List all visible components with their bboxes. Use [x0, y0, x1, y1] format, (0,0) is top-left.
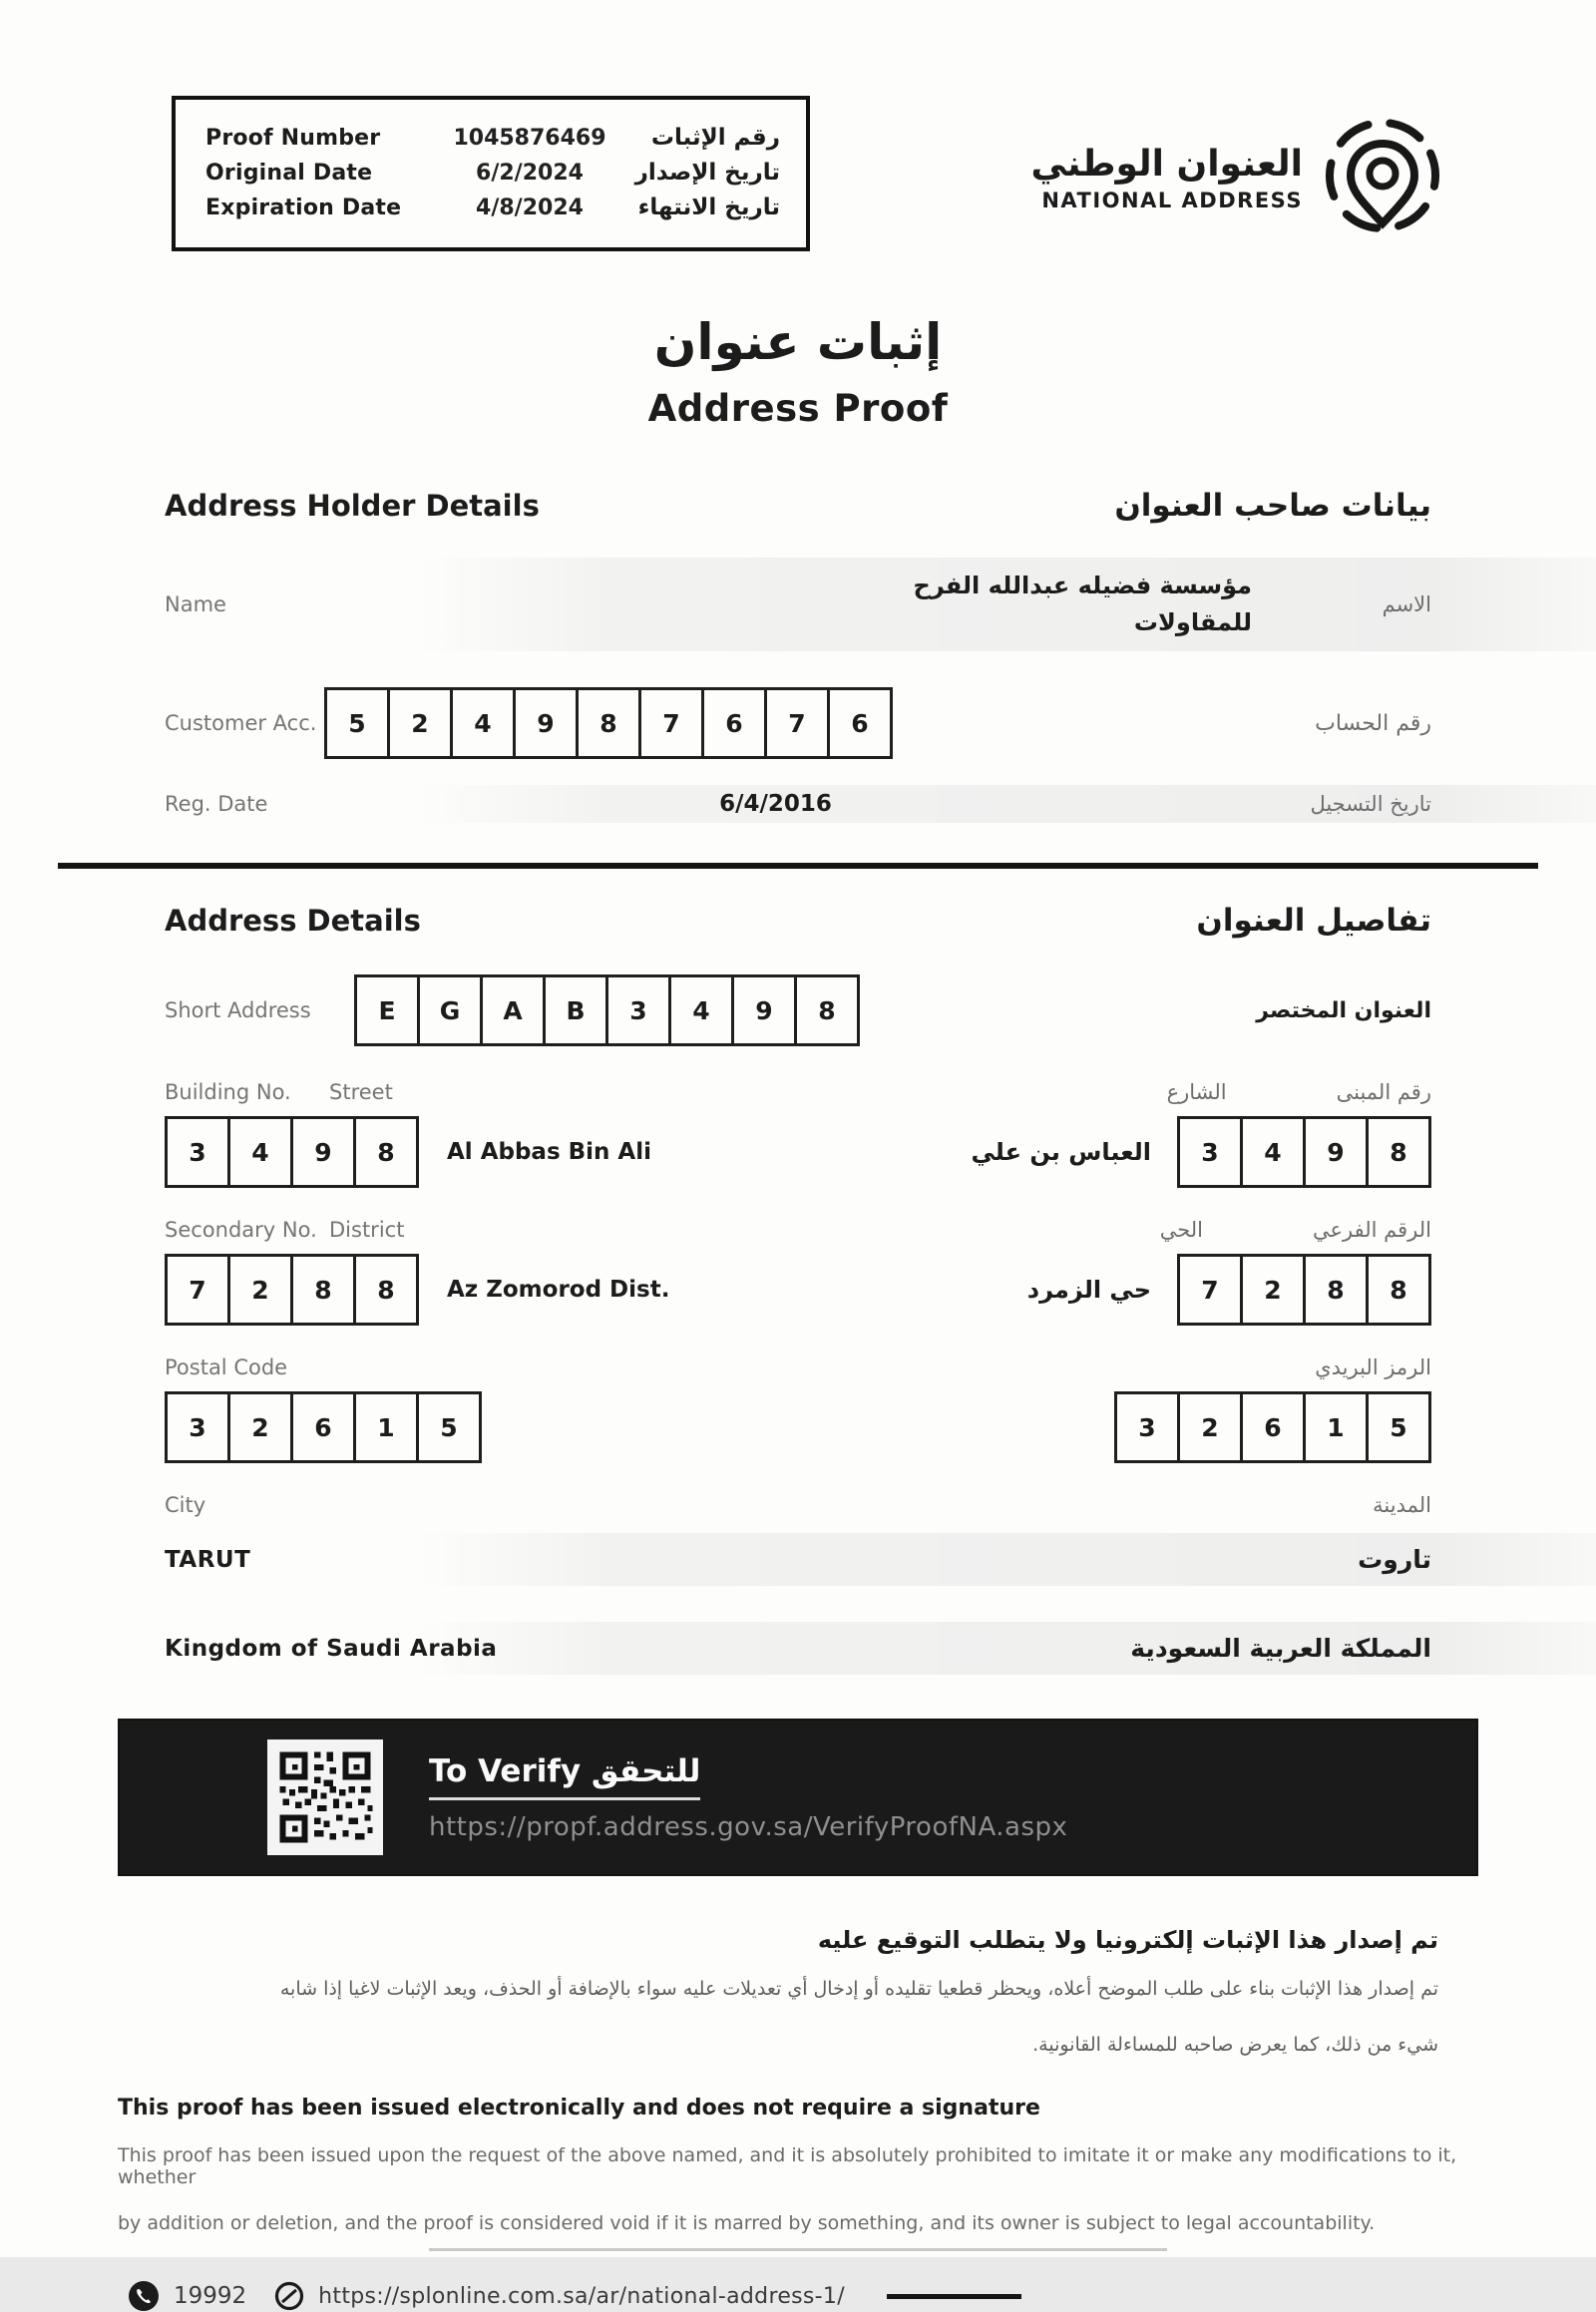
- district-label-ar: الحي: [1159, 1218, 1203, 1243]
- city-label-en: City: [165, 1493, 206, 1518]
- customer-acc-label-en: Customer Acc.: [165, 711, 317, 736]
- digit-box: 8: [353, 1254, 419, 1326]
- verify-text-block: [429, 1753, 1067, 1842]
- digit-box: 4: [227, 1116, 293, 1188]
- proof-number-label-ar: رقم الإثبات: [650, 125, 780, 151]
- district-label-en: District: [329, 1218, 405, 1243]
- short-address-boxes: [354, 974, 860, 1046]
- expiration-date-row: [205, 194, 780, 220]
- digit-box: 8: [290, 1254, 356, 1326]
- address-section-header: [0, 903, 1596, 939]
- original-date-value: 6/2/2024: [476, 160, 584, 186]
- original-date-label-en: Original Date: [205, 160, 373, 186]
- reg-date-row: [0, 785, 1596, 823]
- char-box: 9: [731, 974, 797, 1046]
- expiration-date-label-ar: تاريخ الانتهاء: [637, 194, 780, 220]
- street-label-ar: الشارع: [1166, 1080, 1227, 1105]
- digit-box: 6: [827, 687, 893, 759]
- digit-box: 2: [1177, 1391, 1243, 1463]
- digit-box: 8: [1303, 1254, 1369, 1326]
- expiration-date-value: 4/8/2024: [476, 194, 584, 220]
- proof-number-row: [205, 125, 780, 151]
- char-box: A: [480, 974, 546, 1046]
- char-box: 4: [668, 974, 734, 1046]
- digit-box: 5: [324, 687, 390, 759]
- char-box: 3: [605, 974, 671, 1046]
- verify-label: To Verify للتحقق: [429, 1753, 700, 1800]
- customer-acc-label-ar: رقم الحساب: [1315, 710, 1431, 736]
- digit-box: 3: [165, 1391, 230, 1463]
- footer-url: https://splonline.com.sa/ar/national-address-1/: [318, 2283, 845, 2309]
- short-address-label-ar: العنوان المختصر: [1256, 997, 1431, 1023]
- secondary-label-ar: الرقم الفرعي: [1313, 1218, 1431, 1243]
- street-value-ar: العباس بن علي: [971, 1138, 1151, 1167]
- customer-account-row: [0, 687, 1596, 759]
- digit-box: 9: [290, 1116, 356, 1188]
- city-value-ar: تاروت: [1358, 1545, 1431, 1575]
- city-label-ar: المدينة: [1373, 1493, 1431, 1518]
- title-arabic: إثبات عنوان: [653, 313, 943, 371]
- document-footer: [0, 2280, 1596, 2312]
- postal-values: [0, 1391, 1596, 1463]
- disclaimer-arabic-line1: تم إصدار هذا الإثبات بناء على طلب الموضح أعلاه، ويحظر قطعيا تقليده أو إدخال أي تعديلات عليه سواء بالإضافة أو الحذف، ويعد الإثبات لاغيا إذا شابه: [279, 1978, 1438, 2001]
- name-value: [613, 568, 1252, 641]
- digit-box: 2: [387, 687, 453, 759]
- verify-url: https://propf.address.gov.sa/VerifyProofNA.aspx: [429, 1811, 1068, 1842]
- postal-digit-boxes-ar: [1114, 1391, 1431, 1463]
- digit-box: 8: [1366, 1116, 1431, 1188]
- district-value-ar: حي الزمرد: [1026, 1276, 1151, 1305]
- expiration-date-label-en: Expiration Date: [205, 194, 402, 220]
- phone-icon: [128, 2280, 160, 2312]
- secondary-district-labels: [0, 1218, 1596, 1242]
- disclaimer-arabic-line2: شيء من ذلك، كما يعرض صاحبه للمساءلة القانونية.: [1032, 2034, 1438, 2057]
- original-date-label-ar: تاريخ الإصدار: [634, 160, 780, 186]
- digit-box: 2: [1240, 1254, 1306, 1326]
- building-street-values: [0, 1116, 1596, 1188]
- reg-date-value: 6/4/2016: [719, 791, 832, 818]
- digit-box: 6: [701, 687, 767, 759]
- logo-title-english: NATIONAL ADDRESS: [1041, 188, 1303, 212]
- logo-wordmark: [1031, 144, 1304, 212]
- digit-box: 8: [353, 1116, 419, 1188]
- postal-label-ar: الرمز البريدي: [1315, 1355, 1431, 1380]
- title-english: Address Proof: [647, 387, 949, 430]
- building-label-en: Building No.: [165, 1080, 291, 1105]
- country-values: [0, 1622, 1596, 1675]
- reg-date-label-en: Reg. Date: [165, 792, 268, 817]
- disclaimer-english-heading: This proof has been issued electronically and does not require a signature: [118, 2096, 1040, 2121]
- digit-box: 2: [227, 1391, 293, 1463]
- proof-meta-box: [172, 96, 810, 251]
- digit-box: 5: [416, 1391, 482, 1463]
- digit-box: 1: [353, 1391, 419, 1463]
- holder-section-header: [0, 488, 1596, 524]
- char-box: 8: [794, 974, 860, 1046]
- country-value-en: Kingdom of Saudi Arabia: [165, 1635, 498, 1662]
- logo-title-arabic: العنوان الوطني: [1030, 143, 1303, 185]
- char-box: B: [543, 974, 608, 1046]
- original-date-row: [205, 160, 780, 186]
- document-title: [0, 313, 1596, 430]
- short-address-label-en: Short Address: [165, 998, 311, 1023]
- name-value-line2: للمقاولات: [1133, 608, 1252, 637]
- street-value-en: Al Abbas Bin Ali: [447, 1139, 652, 1166]
- country-value-ar: المملكة العربية السعودية: [1130, 1634, 1431, 1664]
- digit-box: 6: [290, 1391, 356, 1463]
- digit-box: 3: [165, 1116, 230, 1188]
- digit-box: 7: [764, 687, 830, 759]
- postal-digit-boxes: [165, 1391, 482, 1463]
- secondary-digit-boxes: [165, 1254, 419, 1326]
- secondary-label-en: Secondary No.: [165, 1218, 317, 1243]
- name-label-ar: الاسم: [1382, 592, 1431, 617]
- digit-box: 9: [1303, 1116, 1369, 1188]
- disclaimer-english-line2: by addition or deletion, and the proof is considered void if it is marred by something, and its owner is subject to legal accountability.: [118, 2212, 1376, 2235]
- digit-box: 7: [1177, 1254, 1243, 1326]
- digit-box: 5: [1366, 1391, 1431, 1463]
- proof-number-value: 1045876469: [453, 125, 606, 151]
- char-box: E: [354, 974, 420, 1046]
- building-label-ar: رقم المبنى: [1336, 1080, 1431, 1105]
- disclaimer-arabic-heading: تم إصدار هذا الإثبات إلكترونيا ولا يتطلب التوقيع عليه: [817, 1926, 1438, 1955]
- digit-box: 9: [513, 687, 579, 759]
- digit-box: 4: [450, 687, 516, 759]
- customer-acc-digit-boxes: [324, 687, 893, 759]
- digit-box: 2: [227, 1254, 293, 1326]
- digit-box: 3: [1114, 1391, 1180, 1463]
- city-value-en: TARUT: [165, 1546, 251, 1573]
- digit-box: 8: [576, 687, 641, 759]
- street-label-en: Street: [329, 1080, 393, 1105]
- support-phone-number: 19992: [174, 2283, 247, 2310]
- char-box: G: [417, 974, 483, 1046]
- holder-heading-ar: بيانات صاحب العنوان: [1114, 488, 1431, 524]
- location-pin-icon: [1319, 110, 1446, 245]
- national-address-logo: [1031, 110, 1447, 245]
- digit-box: 6: [1240, 1391, 1306, 1463]
- document-header: [0, 0, 1596, 251]
- globe-icon: [274, 2281, 304, 2311]
- name-label-en: Name: [165, 592, 226, 617]
- address-heading-en: Address Details: [165, 904, 421, 939]
- city-values: [0, 1533, 1596, 1586]
- city-labels: [0, 1493, 1596, 1517]
- digit-box: 8: [1366, 1254, 1431, 1326]
- digit-box: 4: [1240, 1116, 1306, 1188]
- holder-heading-en: Address Holder Details: [165, 489, 540, 523]
- name-row: [0, 558, 1596, 651]
- secondary-digit-boxes-ar: [1177, 1254, 1431, 1326]
- scan-edge-artifact: [429, 2248, 1167, 2251]
- postal-label-en: Postal Code: [165, 1355, 288, 1380]
- digit-box: 1: [1303, 1391, 1369, 1463]
- secondary-district-values: [0, 1254, 1596, 1326]
- building-street-labels: [0, 1080, 1596, 1104]
- proof-number-label-en: Proof Number: [205, 125, 381, 151]
- footer-rule: [887, 2294, 1021, 2299]
- section-divider: [58, 863, 1538, 869]
- building-digit-boxes-ar: [1177, 1116, 1431, 1188]
- name-value-line1: مؤسسة فضيله عبدالله الفرح: [913, 572, 1252, 599]
- short-address-row: [0, 974, 1596, 1046]
- qr-code-icon: [267, 1739, 383, 1855]
- building-digit-boxes: [165, 1116, 419, 1188]
- digit-box: 3: [1177, 1116, 1243, 1188]
- disclaimer-english-line1: This proof has been issued upon the request of the above named, and it is absolutely prohibited to imitate it or make any modifications to it, whether: [118, 2144, 1457, 2189]
- verify-banner: [120, 1721, 1476, 1874]
- digit-box: 7: [165, 1254, 230, 1326]
- address-heading-ar: تفاصيل العنوان: [1196, 903, 1431, 940]
- digit-box: 7: [638, 687, 704, 759]
- reg-date-label-ar: تاريخ التسجيل: [1310, 792, 1431, 817]
- district-value-en: Az Zomorod Dist.: [447, 1277, 670, 1304]
- postal-labels: [0, 1355, 1596, 1379]
